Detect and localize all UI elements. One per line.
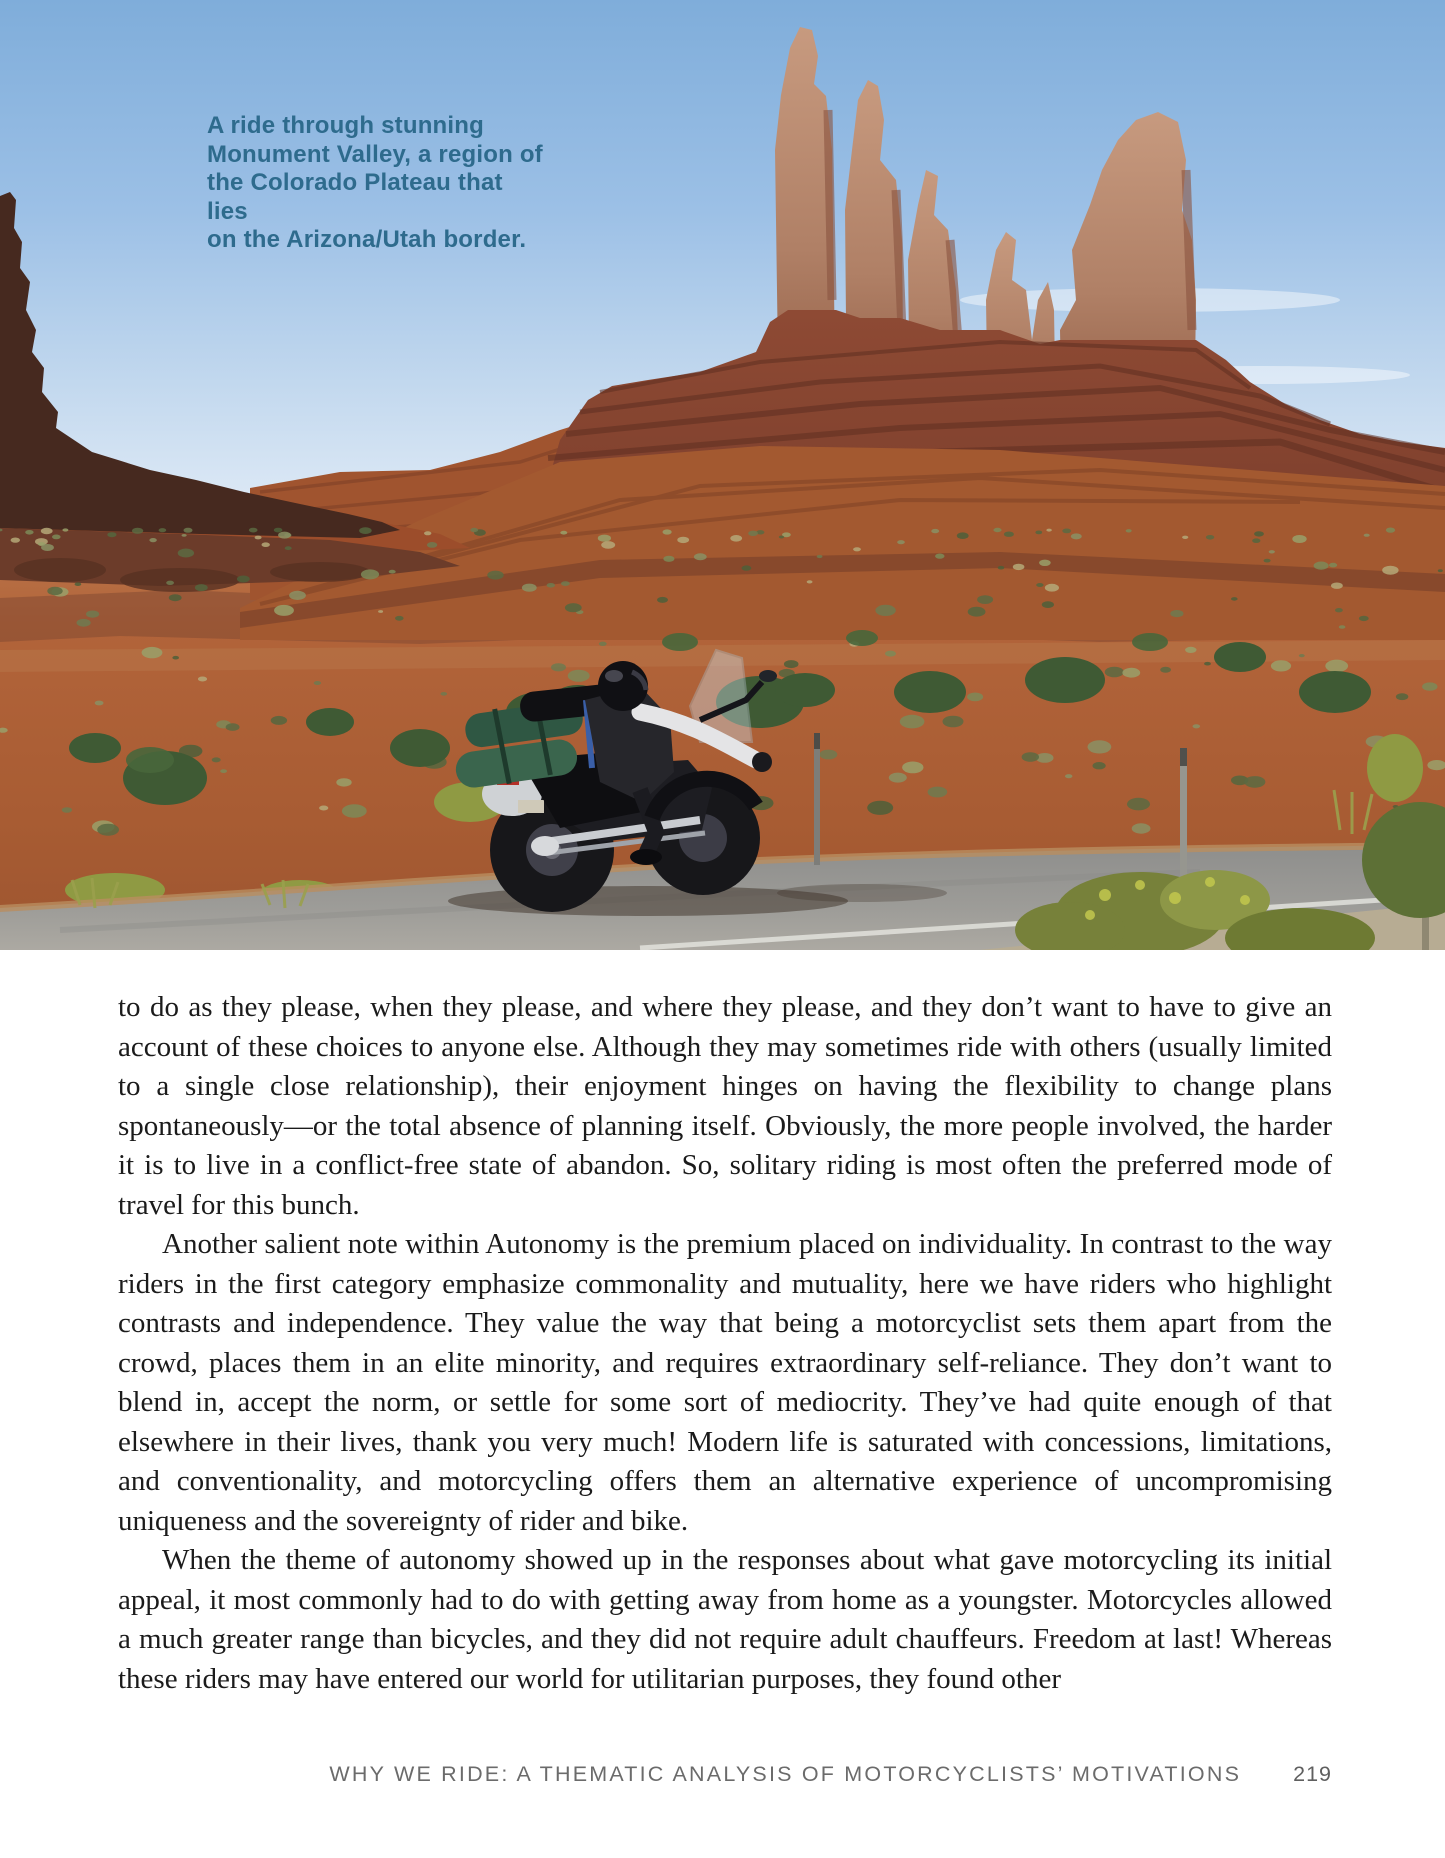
caption-line: A ride through stunning bbox=[207, 112, 485, 139]
running-head: WHY WE RIDE: A THEMATIC ANALYSIS OF MOTORCYCLISTS’ MOTIVATIONS bbox=[329, 1762, 1242, 1786]
page-footer bbox=[118, 1762, 1332, 1787]
caption-line: the Colorado Plateau that lies bbox=[207, 169, 503, 225]
paragraph-2: Another salient note within Autonomy is the premium placed on individuality. In contrast to the way riders in the first category emphasize commonality and mutuality, here we have riders who highlight contrasts and independence. They value the way that being a motorcyclist sets them apart from the crowd, places them in an elite minority, and requires extraordinary self-reliance. They don’t want to blend in, accept the norm, or settle for some sort of mediocrity. They’ve had quite enough of that elsewhere in their lives, thank you very much! Modern life is saturated with concessions, limitations, and conventionality, and motorcycling offers them an alternative experience of uncompromising uniqueness and the sovereignty of rider and bike. bbox=[118, 1228, 1332, 1537]
body-text bbox=[118, 988, 1332, 1699]
paragraph-1: to do as they please, when they please, and where they please, and they don’t want to have to give an account of these choices to anyone else. Although they may sometimes ride with others (usually limited to a single close relationship), their enjoyment hinges on having the flexibility to change plans spontaneously—or the total absence of planning itself. Obviously, the more people involved, the harder it is to live in a conflict-free state of abandon. So, solitary riding is most often the preferred mode of travel for this bunch. bbox=[118, 991, 1332, 1221]
caption-line: Monument Valley, a region of bbox=[207, 140, 543, 168]
paragraph-3: When the theme of autonomy showed up in the responses about what gave motorcycling its initial appeal, it most commonly had to do with getting away from home as a youngster. Motorcycles allowed a much greater range than bicycles, and they did not require adult chauffeurs. Freedom at last! Whereas these riders may have entered our world for utilitarian purposes, they found other bbox=[118, 1544, 1332, 1695]
page-number: 219 bbox=[1293, 1762, 1332, 1786]
photo-caption bbox=[207, 112, 547, 255]
caption-line: on the Arizona/Utah border. bbox=[207, 226, 527, 253]
